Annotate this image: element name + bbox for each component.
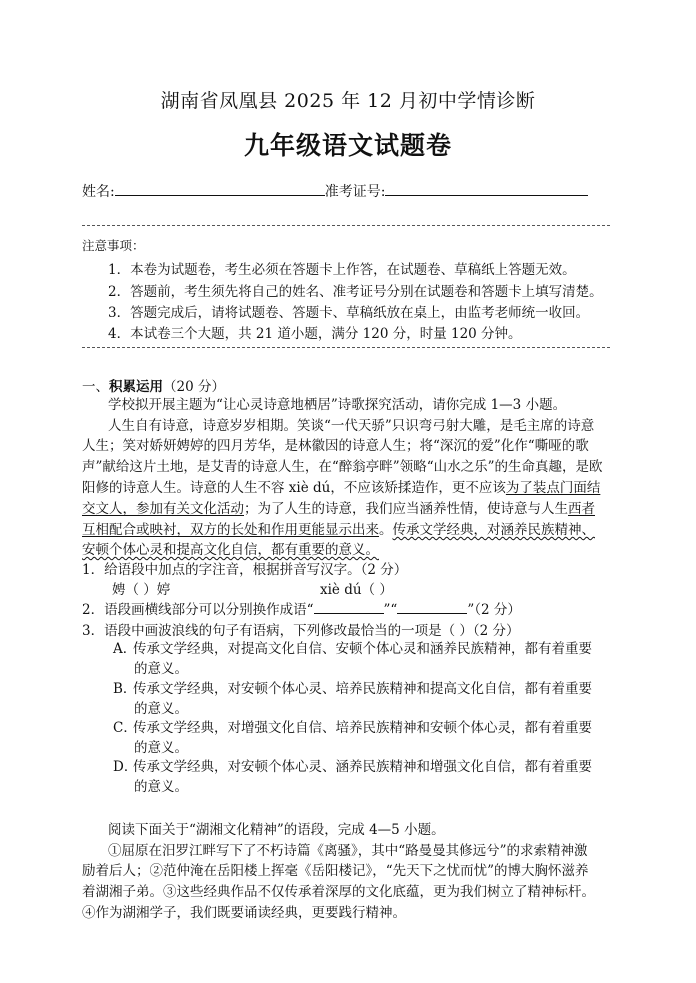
option-text: 传承文学经典，对安顿个体心灵、培养民族精神和提高文化自信，都有着重要 [133,681,592,697]
question-1-answer-a[interactable]: 娉（ ）婷 [112,582,171,598]
exam-title: 湖南省凤凰县 2025 年 12 月初中学情诊断 [160,90,536,112]
question-1-answer-b[interactable]: xiè dú（ ） [320,582,393,598]
section-number: 一、 [82,379,109,395]
question-3: 3．语段中画波浪线的句子有语病，下列修改最恰当的一项是（ ）（2 分） [82,623,520,639]
reading-intro: 阅读下面关于“湖湘文化精神”的语段，完成 4—5 小题。 [108,822,445,838]
passage-line [82,538,379,558]
option-label: B． [113,681,137,697]
question-1: 1．给语段中加点的字注音，根据拼音写汉字。（2 分） [82,562,408,578]
section-heading [82,375,225,395]
underlined-phrase: 互相配合或映衬，双方的长处和作用更能显示出来 [82,522,379,538]
answer-blank-2[interactable] [397,601,467,614]
underlined-phrase: 为了装点门面结 [505,480,601,496]
question-2-text: ”“ [383,602,398,618]
notice-title: 注意事项： [82,238,145,253]
passage-line: 人生；笑对娇妍娉婷的四月芳华，是林徽因的诗意人生；将“深沉的爱”化作“嘶哑的歌 [82,438,589,454]
option-text: 的意义。 [134,740,188,756]
reading-line: 励着后人；②范仲淹在岳阳楼上挥毫《岳阳楼记》，“先天下之忧而忧”的博大胸怀滋养 [82,863,589,879]
name-label: 姓名: [82,184,115,200]
passage-line [82,476,600,496]
answer-blank-1[interactable] [314,601,384,614]
reading-line: 着湖湘子弟。③这些经典作品不仅传承着深厚的文化底蕴，更为我们树立了精神标杆。 [82,884,595,900]
reading-line: ①屈原在汨罗江畔写下了不朽诗篇《离骚》，其中“路曼曼其修远兮”的求索精神激 [108,843,588,859]
passage-text: 。 [379,522,393,538]
option-text: 传承文学经典，对提高文化自信、安顿个体心灵和涵养民族精神，都有着重要 [133,641,592,657]
identity-row [82,181,588,201]
notice-item-2: 2．答题前，考生须先将自己的姓名、准考证号分别在试题卷和答题卡上填写清楚。 [108,284,603,300]
option-c[interactable] [113,718,613,758]
option-text: 的意义。 [134,779,188,795]
activity-intro: 学校拟开展主题为“让心灵诗意地栖居”诗歌探究活动，请你完成 1—3 小题。 [108,397,567,413]
name-field[interactable] [115,181,325,196]
option-text: 传承文学经典，对安顿个体心灵、涵养民族精神和增强文化自信，都有着重要 [133,759,592,775]
option-label: A． [113,641,137,657]
option-label: D． [113,759,138,775]
option-text: 的意义。 [134,661,188,677]
notice-item-1: 1．本卷为试题卷，考生必须在答题卡上作答，在试题卷、草稿纸上答题无效。 [108,262,576,278]
underlined-phrase: 西者 [568,501,595,517]
option-d[interactable] [113,757,613,797]
option-b[interactable] [113,679,613,719]
notice-item-3: 3．答题完成后，请将试题卷、答题卡、草稿纸放在桌上，由监考老师统一收回。 [108,305,590,321]
option-a[interactable] [113,639,613,679]
notice-item-4: 4．本试卷三个大题，共 21 道小题，满分 120 分，时量 120 分钟。 [108,326,522,342]
exam-id-label: 准考证号: [324,184,386,200]
wavy-sentence: 传承文学经典，对涵养民族精神、 [392,522,595,538]
divider-bottom [82,347,610,348]
option-text: 的意义。 [134,701,188,717]
underlined-phrase: 交文人，参加有关文化活动 [82,501,244,517]
question-2 [82,598,521,618]
passage-line [82,518,595,538]
question-2-text: ”（2 分） [467,602,521,618]
exam-id-field[interactable] [385,181,588,196]
exam-subtitle: 九年级语文试题卷 [243,131,452,160]
section-score: （20 分） [163,379,225,395]
option-label: C． [113,720,137,736]
reading-line: ④作为湖湘学子，我们既要诵读经典，更要践行精神。 [82,905,406,921]
passage-line: 人生自有诗意，诗意岁岁相期。笑谈“一代天骄”只识弯弓射大雕，是毛主席的诗意 [108,418,595,434]
passage-line [82,497,595,517]
passage-text: ；为了人生的诗意，我们应当涵养性情，使诗意与人生 [244,501,568,517]
option-text: 传承文学经典，对增强文化自信、培养民族精神和安顿个体心灵，都有着重要 [133,720,592,736]
section-title: 积累运用 [109,379,163,395]
passage-line: 声”献给这片土地，是艾青的诗意人生，在“醉翁亭畔”领略“山水之乐”的生命真趣，是欧 [82,459,603,475]
wavy-sentence: 安顿个体心灵和提高文化自信，都有重要的意义。 [82,542,379,558]
divider-top [82,225,610,226]
passage-text: 阳修的诗意人生。诗意的人生不容 xiè dú，不应该矫揉造作，更不应该 [82,480,506,496]
question-2-text: 2．语段画横线部分可以分别换作成语“ [82,602,314,618]
